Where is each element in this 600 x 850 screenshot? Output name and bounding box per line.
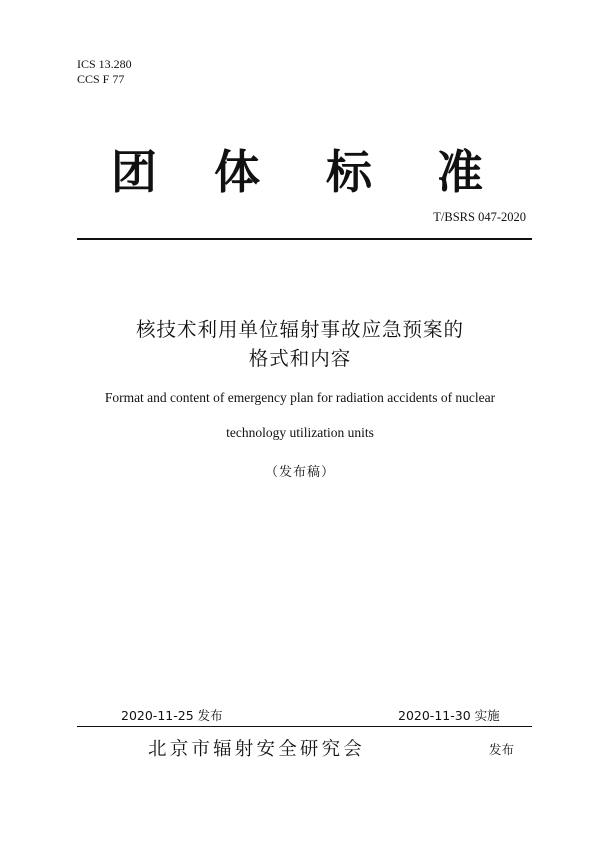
ics-code: ICS 13.280 [77,57,132,71]
draft-status: （发布稿） [264,465,335,480]
header-divider [77,238,532,240]
ccs-code: CCS F 77 [77,72,125,86]
title-char: 体 [214,145,260,199]
document-title-zh-line2: 格式和内容 [248,347,352,370]
title-char: 标 [326,145,372,199]
footer-divider [77,726,532,727]
title-char: 团 [111,145,157,199]
title-char: 准 [437,145,483,199]
publish-date: 2020-11-25 发布 [121,708,223,723]
document-title-zh-line1: 核技术利用单位辐射事故应急预案的 [135,318,464,341]
publisher-suffix: 发布 [489,742,515,757]
implement-date: 2020-11-30 实施 [398,708,500,723]
classification-codes [77,57,132,87]
standard-type-title [0,142,600,202]
publisher-name: 北京市辐射安全研究会 [148,739,366,760]
standard-number: T/BSRS 047-2020 [433,210,526,224]
document-title-en-line2: technology utilization units [226,425,374,440]
document-title-en-line1: Format and content of emergency plan for radiation accidents of nuclear [104,390,496,405]
